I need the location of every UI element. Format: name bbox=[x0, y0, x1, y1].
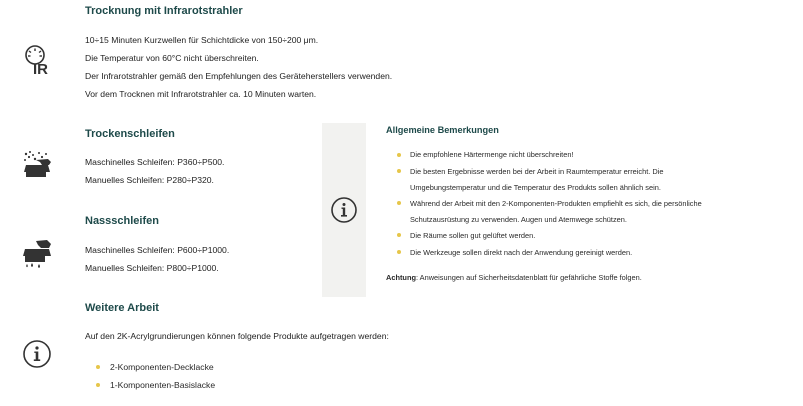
section-title-trocknung: Trocknung mit Infrarotstrahler bbox=[85, 5, 243, 17]
list-item bbox=[386, 196, 702, 227]
bullet-dot bbox=[96, 383, 100, 387]
text-line: 10÷15 Minuten Kurzwellen für Schichtdicke von 150÷200 μm. bbox=[85, 35, 319, 45]
products-list bbox=[85, 358, 215, 394]
achtung-note bbox=[386, 273, 642, 282]
list-item-text: Die Räume sollen gut gelüftet werden. bbox=[410, 231, 536, 240]
list-item-text: Die empfohlene Härtermenge nicht überschreiten! bbox=[410, 150, 574, 159]
bullet-dot bbox=[96, 365, 100, 369]
svg-text:IR: IR bbox=[33, 61, 48, 76]
list-item-text: Während der Arbeit mit den 2-Komponenten-Produkten empfiehlt es sich, die persönliche bbox=[410, 199, 702, 208]
list-item-text: 2-Komponenten-Decklacke bbox=[110, 362, 214, 372]
section-title-weitere: Weitere Arbeit bbox=[85, 302, 159, 314]
list-item-text: Die Werkzeuge sollen direkt nach der Anwendung gereinigt werden. bbox=[410, 247, 633, 257]
list-item bbox=[85, 358, 215, 376]
infrared-dryer-icon bbox=[20, 42, 54, 76]
text-line: Vor dem Trocknen mit Infrarotstrahler ca. 10 Minuten warten. bbox=[85, 89, 317, 99]
text-line: Manuelles Schleifen: P800÷P1000. bbox=[85, 263, 219, 273]
section-title-bemerkungen: Allgemeine Bemerkungen bbox=[386, 125, 499, 135]
bullet-dot bbox=[397, 233, 401, 237]
list-item bbox=[386, 148, 702, 162]
list-item bbox=[386, 245, 702, 261]
bullet-dot bbox=[397, 169, 401, 173]
list-item bbox=[85, 376, 215, 394]
bullet-dot bbox=[397, 201, 401, 205]
text-line: Maschinelles Schleifen: P600÷P1000. bbox=[85, 245, 230, 255]
text-line: Die Temperatur von 60°C nicht überschreiten. bbox=[85, 53, 259, 63]
section-title-nassschleifen: Nassschleifen bbox=[85, 215, 159, 227]
bullet-dot bbox=[397, 250, 401, 254]
section-title-trockenschleifen: Trockenschleifen bbox=[85, 128, 175, 140]
weitere-intro: Auf den 2K-Acrylgrundierungen können folgende Produkte aufgetragen werden: bbox=[85, 331, 389, 341]
remarks-list bbox=[386, 148, 702, 260]
list-item-text: 1-Komponenten-Basislacke bbox=[110, 380, 216, 390]
nassschleifen-text bbox=[85, 241, 229, 277]
list-item bbox=[386, 228, 702, 244]
list-item bbox=[386, 164, 702, 195]
dry-sanding-icon bbox=[22, 150, 54, 180]
wet-sanding-icon bbox=[22, 238, 54, 270]
text-line: Manuelles Schleifen: P280÷P320. bbox=[85, 175, 214, 185]
list-item-text: Die besten Ergebnisse werden bei der Arbeit in Raumtemperatur erreicht. Die bbox=[410, 167, 664, 176]
info-icon bbox=[22, 339, 52, 369]
list-item-text: Umgebungstemperatur und die Temperatur des Produkts sollen ähnlich sein. bbox=[410, 182, 661, 192]
achtung-label: Achtung bbox=[386, 273, 416, 282]
text-line: Maschinelles Schleifen: P360÷P500. bbox=[85, 157, 225, 167]
list-item-text: Schutzausrüstung zu verwenden. Augen und Atemwege schützen. bbox=[410, 214, 627, 224]
info-icon bbox=[330, 196, 358, 224]
bullet-dot bbox=[397, 153, 401, 157]
achtung-text: : Anweisungen auf Sicherheitsdatenblatt für gefährliche Stoffe folgen. bbox=[415, 273, 642, 282]
trockenschleifen-text bbox=[85, 153, 224, 189]
trocknung-text bbox=[85, 31, 392, 103]
text-line: Der Infrarotstrahler gemäß den Empfehlungen des Geräteherstellers verwenden. bbox=[85, 71, 393, 81]
